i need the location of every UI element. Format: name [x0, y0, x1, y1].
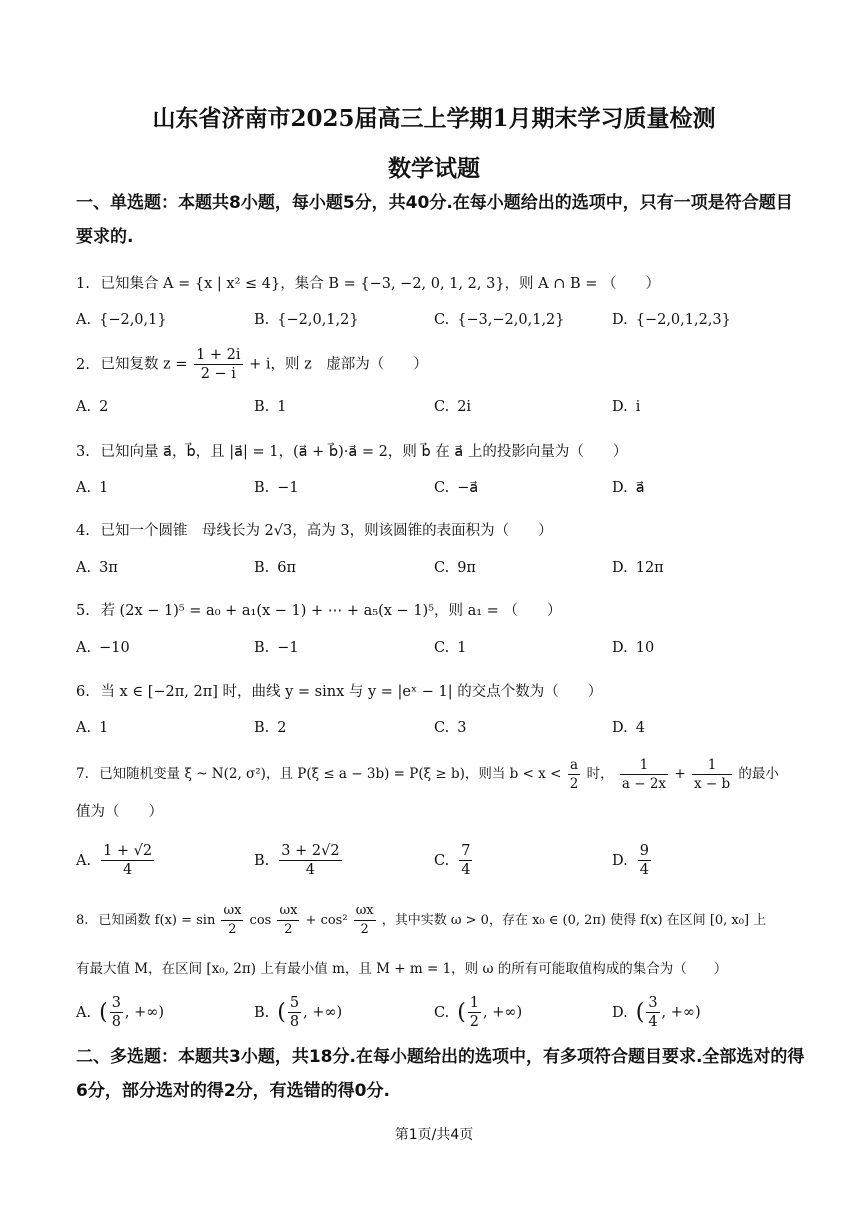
question-number: 1. [76, 276, 90, 292]
question-number: 3. [76, 444, 90, 460]
question-stem: 已知随机变量 ξ ~ N(2, σ²)，且 P(ξ ≤ a − 3b) = P(ξ ≥ b)，则当 b < x < [99, 766, 562, 782]
fraction: $\frac{\omega x}{2}$ [223, 903, 242, 937]
question-stem: 若 (2x − 1)⁵ = a₀ + a₁(x − 1) + ⋯ + a₅(x − 1)⁵，则 a₁ = （ ） [100, 603, 562, 619]
fraction: $\frac{1}{x - b}$ [693, 757, 731, 792]
question-8-line2: 有最大值 M，在区间 [x₀, 2π) 上有最小值 m，且 M + m = 1，则 ω 的所有可能取值构成的集合为（ ） [76, 961, 728, 977]
option-b[interactable]: B. ( $\frac{5}{8}$ , +∞) [254, 995, 343, 1030]
option-b[interactable]: B. −1 [254, 640, 299, 656]
option-a[interactable]: A. ( $\frac{3}{8}$ , +∞) [76, 995, 165, 1030]
question-stem-part: 的最小 [738, 766, 779, 782]
option-c[interactable]: C. 1 [434, 640, 467, 656]
plus-sign: + [674, 766, 686, 782]
question-stem: 已知向量 a⃗，b⃗，且 |a⃗| = 1，(a⃗ + b⃗)·a⃗ = 2，则 b⃗ 在 a⃗ 上的投影向量为（ ） [100, 444, 628, 460]
option-c[interactable]: C. 2i [434, 399, 472, 415]
question-7-options [76, 842, 806, 886]
question-2-options [76, 399, 806, 427]
page-title: 山东省济南市2025届高三上学期1月期末学习质量检测 [152, 105, 716, 132]
question-1 [76, 272, 806, 293]
question-8-options [76, 994, 806, 1034]
question-number: 4. [76, 523, 90, 539]
fraction: $\frac{a}{2}$ [569, 757, 579, 792]
option-b[interactable]: B. $\frac{3 + 2√2}{4}$ [254, 843, 340, 878]
question-stem: 已知集合 A = {x | x² ≤ 4}，集合 B = {−3, −2, 0, 1, 2, 3}，则 A ∩ B = （ ） [100, 276, 661, 292]
question-stem-part: + cos² [305, 913, 348, 928]
question-stem: 已知一个圆锥 母线长为 2√3，高为 3，则该圆锥的表面积为（ ） [100, 523, 553, 539]
option-d[interactable]: D. ( $\frac{3}{4}$ , +∞) [612, 995, 701, 1030]
question-5 [76, 599, 806, 620]
option-b[interactable]: B. 1 [254, 399, 287, 415]
question-6-options [76, 720, 806, 748]
question-8 [76, 902, 806, 939]
option-d[interactable]: D. 10 [612, 640, 655, 656]
option-a[interactable]: A. 2 [76, 399, 109, 415]
option-d[interactable]: D. i [612, 399, 641, 415]
option-b[interactable]: B. {−2,0,1,2} [254, 312, 359, 328]
question-number: 6. [76, 684, 90, 700]
option-d[interactable]: D. 4 [612, 720, 645, 736]
page-subtitle: 数学试题 [388, 155, 480, 182]
option-c[interactable]: C. {−3,−2,0,1,2} [434, 312, 565, 328]
question-stem: 当 x ∈ [−2π, 2π] 时，曲线 y = sinx 与 y = |eˣ − 1| 的交点个数为（ ） [100, 684, 603, 700]
question-number: 2. [76, 356, 90, 373]
question-6 [76, 680, 806, 701]
question-stem-part: cos [249, 913, 272, 928]
question-stem: 已知函数 f(x) = sin [98, 913, 216, 928]
option-a[interactable]: A. {−2,0,1} [76, 312, 167, 328]
question-5-options [76, 640, 806, 668]
option-d[interactable]: D. $\frac{9}{4}$ [612, 843, 649, 878]
fraction: $\frac{\omega x}{2}$ [355, 903, 374, 937]
section-2-heading: 二、多选题：本题共3小题，共18分.在每小题给出的选项中，有多项符合题目要求.全部选对的得6分，部分选对的得2分，有选错的得0分. [76, 1047, 805, 1101]
question-7 [76, 756, 806, 793]
option-c[interactable]: C. 9π [434, 560, 476, 576]
option-d[interactable]: D. a⃗ [612, 480, 645, 496]
option-c[interactable]: C. 3 [434, 720, 467, 736]
question-4-options [76, 560, 806, 588]
question-number: 7. [76, 766, 89, 782]
page-footer: 第1页/共4页 [394, 1127, 474, 1143]
option-a[interactable]: A. −10 [76, 640, 130, 656]
question-4 [76, 519, 806, 540]
fraction: $\frac{1}{a - 2x}$ [621, 757, 667, 792]
question-1-options [76, 312, 806, 340]
question-number: 8. [76, 913, 89, 928]
question-3 [76, 440, 806, 461]
option-b[interactable]: B. 6π [254, 560, 297, 576]
section-1-heading: 一、单选题：本题共8小题，每小题5分，共40分.在每小题给出的选项中，只有一项是符合题目要求的. [76, 193, 793, 247]
option-c[interactable]: C. ( $\frac{1}{2}$ , +∞) [434, 995, 523, 1030]
question-stem-part: ，其中实数 ω > 0，存在 x₀ ∈ (0, 2π) 使得 f(x) 在区间 [0, x₀] 上 [381, 913, 767, 928]
option-b[interactable]: B. 2 [254, 720, 287, 736]
option-a[interactable]: A. 1 [76, 480, 109, 496]
question-2 [76, 346, 806, 383]
question-3-options [76, 480, 806, 508]
option-a[interactable]: A. $\frac{1 + √2}{4}$ [76, 843, 153, 878]
question-7-line2: 值为（ ） [76, 804, 163, 820]
fraction: $\frac{\omega x}{2}$ [279, 903, 298, 937]
option-b[interactable]: B. −1 [254, 480, 299, 496]
question-stem: 已知复数 z = [100, 356, 188, 373]
question-stem-part: 时， [586, 766, 614, 782]
option-a[interactable]: A. 3π [76, 560, 118, 576]
option-a[interactable]: A. 1 [76, 720, 109, 736]
fraction: $\frac{1 + 2i}{2 - i}$ [196, 347, 241, 382]
option-d[interactable]: D. 12π [612, 560, 664, 576]
question-number: 5. [76, 603, 90, 619]
option-d[interactable]: D. {−2,0,1,2,3} [612, 312, 731, 328]
option-c[interactable]: C. −a⃗ [434, 480, 479, 496]
option-c[interactable]: C. $\frac{7}{4}$ [434, 843, 471, 878]
question-stem-suffix: + i，则 z 虚部为（ ） [249, 356, 428, 373]
